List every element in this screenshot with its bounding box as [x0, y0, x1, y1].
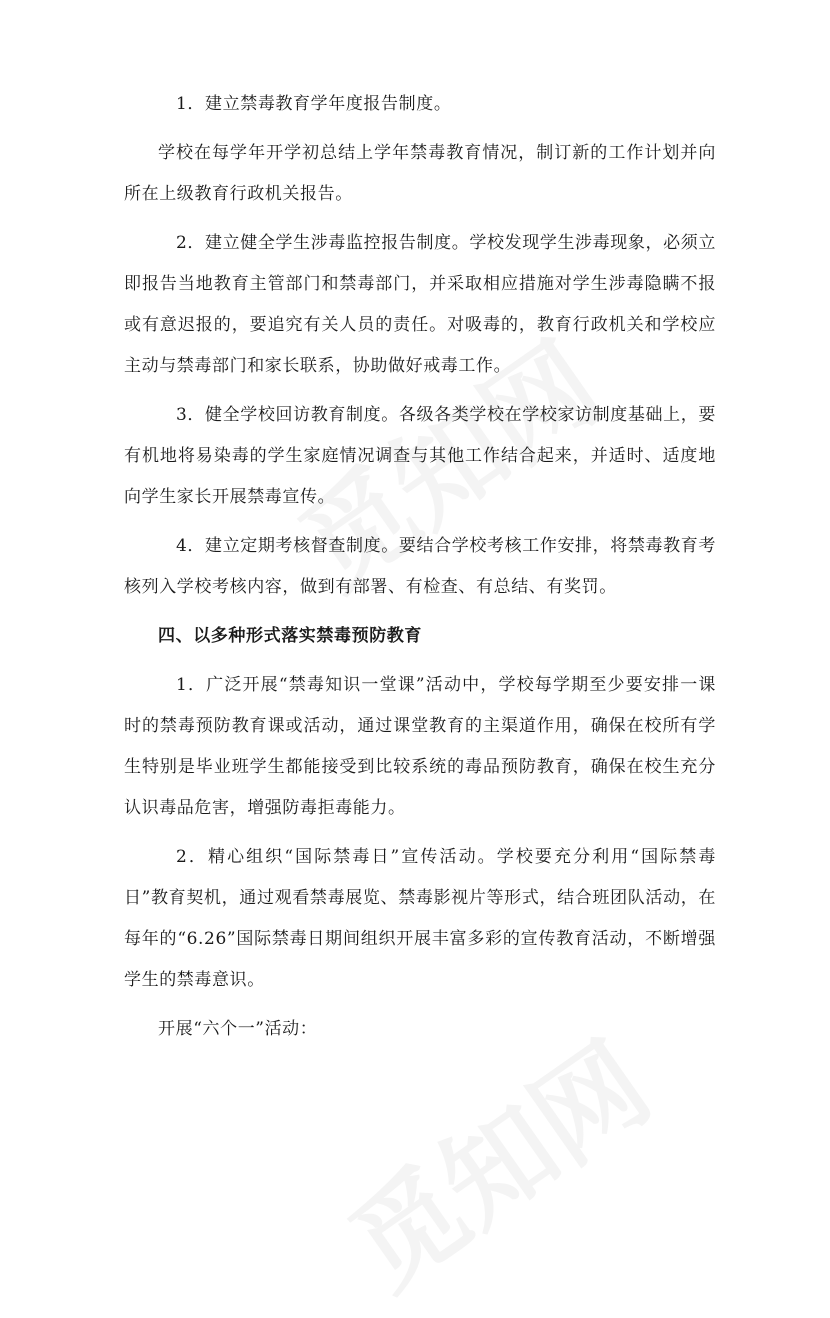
paragraph-six-ones: 开展“六个一”活动： — [158, 1019, 318, 1039]
paragraph-drug-day-activity: 2．精心组织“国际禁毒日”宣传活动。学校要充分利用“国际禁毒日”教育契机，通过观看禁毒展览、禁毒影视片等形式，结合班团队活动，在每年的“6.26”国际禁毒日期间组织开展丰富多彩的宣传教育活动，不断增强学生的禁毒意识。 — [124, 847, 716, 990]
paragraph-revisit-system: 3．健全学校回访教育制度。各级各类学校在学校家访制度基础上，要有机地将易染毒的学生家庭情况调查与其他工作结合起来，并适时、适度地向学生家长开展禁毒宣传。 — [124, 405, 716, 507]
section-heading: 四、以多种形式落实禁毒预防教育 — [158, 626, 422, 646]
paragraph-report-detail: 学校在每学年开学初总结上学年禁毒教育情况，制订新的工作计划并向所在上级教育行政机关报告。 — [124, 143, 716, 204]
paragraph-monitoring-system: 2．建立健全学生涉毒监控报告制度。学校发现学生涉毒现象，必须立即报告当地教育主管部门和禁毒部门，并采取相应措施对学生涉毒隐瞒不报或有意迟报的，要追究有关人员的责任。对吸毒的，教育行政机关和学校应主动与禁毒部门和家长联系，协助做好戒毒工作。 — [124, 233, 716, 376]
paragraph-lesson-activity: 1．广泛开展“禁毒知识一堂课”活动中，学校每学期至少要安排一课时的禁毒预防教育课或活动，通过课堂教育的主渠道作用，确保在校所有学生特别是毕业班学生都能接受到比较系统的毒品预防教育，确保在校生充分认识毒品危害，增强防毒拒毒能力。 — [124, 675, 716, 818]
paragraph-inspection-system: 4．建立定期考核督查制度。要结合学校考核工作安排，将禁毒教育考核列入学校考核内容，做到有部署、有检查、有总结、有奖罚。 — [124, 536, 716, 597]
document-body — [124, 84, 716, 1058]
paragraph-report-system: 1．建立禁毒教育学年度报告制度。 — [176, 94, 452, 114]
